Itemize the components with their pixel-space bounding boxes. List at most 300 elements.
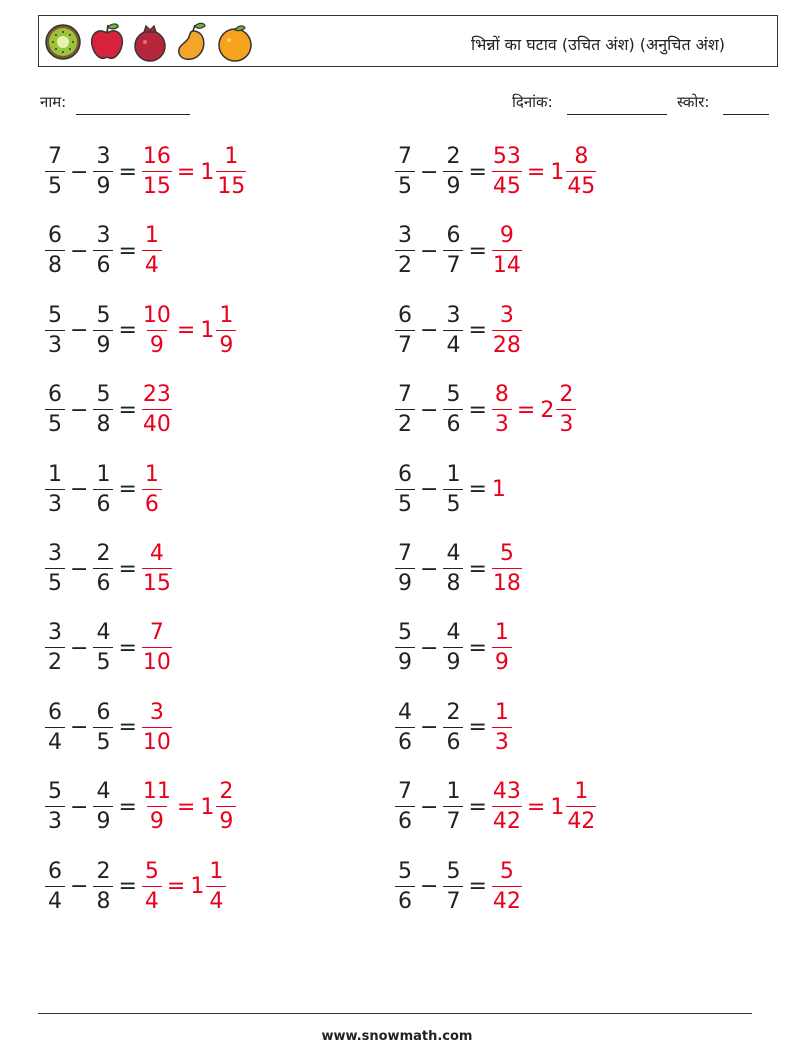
- numerator: 2: [446, 699, 461, 725]
- denominator: 7: [443, 806, 463, 833]
- denominator: 2: [45, 647, 65, 674]
- denominator: 9: [443, 171, 463, 198]
- problem-7: [45, 380, 172, 440]
- numerator: 3: [96, 144, 111, 169]
- equals-sign: =: [118, 318, 137, 344]
- problem-9: [45, 460, 162, 520]
- minus-sign: −: [420, 318, 439, 344]
- denominator: 2: [395, 250, 415, 277]
- mixed-whole: 1: [550, 794, 565, 820]
- minus-sign: −: [70, 318, 89, 344]
- answer-fraction: [142, 225, 162, 277]
- mixed-fraction: [566, 781, 596, 833]
- denominator: 4: [45, 727, 65, 754]
- equals-sign: =: [118, 556, 137, 582]
- minuend-fraction: [45, 302, 65, 358]
- subtrahend-fraction: [443, 622, 463, 674]
- denominator: 3: [556, 409, 576, 436]
- answer-fraction: [142, 461, 162, 517]
- numerator: 10: [142, 302, 171, 328]
- problem-8: [395, 380, 576, 440]
- subtrahend-fraction: [443, 781, 463, 833]
- minuend-fraction: [395, 781, 415, 833]
- numerator: 2: [559, 382, 574, 408]
- subtrahend-fraction: [443, 384, 463, 436]
- denominator: 5: [93, 727, 113, 754]
- subtrahend-fraction: [443, 302, 463, 358]
- denominator: 4: [142, 886, 162, 913]
- worksheet-title: भिन्नों का घटाव (उचित अंश) (अनुचित अंश): [470, 35, 725, 54]
- denominator: 8: [443, 568, 463, 595]
- answer-fraction: [492, 781, 522, 833]
- equals-sign: =: [118, 635, 137, 661]
- minuend-fraction: [395, 622, 415, 674]
- denominator: 9: [216, 330, 236, 357]
- numerator: 6: [48, 382, 62, 408]
- numerator: 3: [96, 223, 111, 249]
- answer-fraction: [142, 858, 162, 914]
- numerator: 1: [209, 858, 224, 884]
- answer: [492, 858, 522, 914]
- denominator: 15: [142, 171, 172, 198]
- denominator: 9: [147, 330, 167, 357]
- minuend-fraction: [45, 146, 65, 198]
- numerator: 43: [492, 779, 521, 805]
- numerator: 6: [398, 461, 412, 487]
- equals-sign: =: [118, 794, 137, 820]
- equals-sign: =: [468, 397, 487, 423]
- subtrahend-fraction: [443, 225, 463, 277]
- equals-sign: =: [468, 556, 487, 582]
- numerator: 7: [149, 620, 164, 646]
- denominator: 5: [45, 171, 65, 198]
- answer: [492, 699, 512, 755]
- denominator: 18: [492, 568, 522, 595]
- denominator: 42: [492, 806, 522, 833]
- denominator: 45: [566, 171, 596, 198]
- subtrahend-fraction: [93, 858, 113, 914]
- subtrahend-fraction: [93, 146, 113, 198]
- numerator: 7: [398, 779, 412, 805]
- numerator: 5: [398, 858, 412, 884]
- numerator: 1: [224, 144, 239, 169]
- problem-18: [395, 777, 596, 837]
- answer-fraction: [492, 302, 522, 358]
- minus-sign: −: [70, 159, 89, 185]
- minuend-fraction: [395, 461, 415, 517]
- denominator: 9: [93, 806, 113, 833]
- numerator: 5: [96, 302, 111, 328]
- numerator: 4: [96, 779, 111, 805]
- denominator: 6: [93, 489, 113, 516]
- denominator: 6: [142, 489, 162, 516]
- answer-whole: 1: [491, 477, 506, 503]
- header-box: [38, 15, 778, 67]
- denominator: 3: [492, 727, 512, 754]
- equals-sign: =: [166, 874, 186, 900]
- denominator: 45: [492, 171, 522, 198]
- numerator: 6: [48, 699, 62, 725]
- mixed-whole: 1: [190, 874, 205, 900]
- date-field[interactable]: [567, 94, 667, 115]
- numerator: 11: [142, 779, 171, 805]
- answer: [142, 302, 236, 358]
- numerator: 5: [96, 382, 111, 408]
- footer-website: www.snowmath.com: [321, 1029, 473, 1044]
- denominator: 5: [395, 489, 415, 516]
- numerator: 6: [446, 223, 461, 249]
- numerator: 2: [446, 144, 461, 169]
- problem-3: [45, 221, 162, 281]
- mixed-whole: 1: [200, 159, 215, 185]
- problem-15: [45, 698, 172, 758]
- numerator: 3: [149, 699, 164, 725]
- numerator: 16: [142, 144, 171, 169]
- mixed-fraction: [556, 384, 576, 436]
- problem-19: [45, 857, 226, 917]
- mixed-fraction: [216, 302, 236, 358]
- denominator: 9: [492, 647, 512, 674]
- answer: [142, 225, 162, 277]
- numerator: 5: [499, 858, 514, 884]
- score-field[interactable]: [723, 94, 769, 115]
- minus-sign: −: [70, 715, 89, 741]
- denominator: 9: [395, 647, 415, 674]
- numerator: 5: [48, 302, 62, 328]
- answer-fraction: [492, 146, 522, 198]
- mixed-fraction: [216, 781, 236, 833]
- numerator: 1: [144, 223, 159, 249]
- minus-sign: −: [70, 397, 89, 423]
- denominator: 3: [492, 409, 512, 436]
- subtrahend-fraction: [93, 225, 113, 277]
- equals-sign: =: [118, 477, 137, 503]
- answer-fraction: [142, 146, 172, 198]
- orange-icon: [215, 21, 255, 63]
- minus-sign: −: [70, 477, 89, 503]
- numerator: 6: [48, 858, 62, 884]
- numerator: 8: [494, 382, 509, 408]
- mixed-fraction: [206, 858, 226, 914]
- numerator: 53: [492, 144, 521, 169]
- denominator: 9: [443, 647, 463, 674]
- subtrahend-fraction: [93, 543, 113, 595]
- minus-sign: −: [420, 635, 439, 661]
- denominator: 9: [395, 568, 415, 595]
- problem-5: [45, 301, 236, 361]
- denominator: 15: [216, 171, 246, 198]
- subtrahend-fraction: [443, 146, 463, 198]
- denominator: 8: [93, 409, 113, 436]
- equals-sign: =: [118, 397, 137, 423]
- denominator: 9: [216, 806, 236, 833]
- minus-sign: −: [420, 556, 439, 582]
- equals-sign: =: [118, 874, 137, 900]
- denominator: 2: [395, 409, 415, 436]
- denominator: 9: [93, 171, 113, 198]
- numerator: 1: [574, 779, 589, 805]
- minuend-fraction: [45, 781, 65, 833]
- minus-sign: −: [70, 794, 89, 820]
- answer-fraction: [492, 622, 512, 674]
- answer-fraction: [492, 699, 512, 755]
- minus-sign: −: [70, 635, 89, 661]
- equals-sign: =: [176, 318, 196, 344]
- equals-sign: =: [516, 397, 536, 423]
- denominator: 7: [443, 250, 463, 277]
- numerator: 2: [96, 541, 111, 566]
- answer: [492, 781, 596, 833]
- answer-fraction: [492, 384, 512, 436]
- numerator: 4: [446, 620, 461, 646]
- equals-sign: =: [468, 874, 487, 900]
- numerator: 3: [499, 302, 514, 328]
- subtrahend-fraction: [443, 699, 463, 755]
- denominator: 6: [443, 409, 463, 436]
- denominator: 10: [142, 727, 172, 754]
- denominator: 8: [45, 250, 65, 277]
- mixed-fraction: [566, 146, 596, 198]
- denominator: 3: [45, 330, 65, 357]
- problem-17: [45, 777, 236, 837]
- minuend-fraction: [45, 461, 65, 517]
- problem-20: [395, 857, 522, 917]
- denominator: 3: [45, 806, 65, 833]
- numerator: 5: [446, 382, 461, 408]
- denominator: 28: [492, 330, 522, 357]
- mixed-whole: 2: [540, 397, 555, 423]
- answer: [492, 384, 576, 436]
- equals-sign: =: [468, 318, 487, 344]
- denominator: 7: [395, 330, 415, 357]
- answer-fraction: [142, 781, 172, 833]
- answer-fraction: [142, 622, 172, 674]
- pomegranate-icon: [131, 21, 169, 63]
- subtrahend-fraction: [93, 622, 113, 674]
- problem-16: [395, 698, 512, 758]
- date-label: दिनांक:: [512, 93, 553, 111]
- equals-sign: =: [468, 238, 487, 264]
- denominator: 6: [93, 250, 113, 277]
- numerator: 6: [48, 223, 62, 249]
- numerator: 3: [48, 541, 62, 566]
- numerator: 2: [96, 858, 111, 884]
- equals-sign: =: [176, 794, 196, 820]
- answer: [142, 384, 172, 436]
- minuend-fraction: [45, 384, 65, 436]
- numerator: 6: [96, 699, 111, 725]
- answer: [142, 781, 236, 833]
- equals-sign: =: [526, 159, 546, 185]
- minuend-fraction: [45, 543, 65, 595]
- answer: [492, 622, 512, 674]
- minuend-fraction: [45, 622, 65, 674]
- answer: [492, 477, 508, 502]
- denominator: 6: [395, 806, 415, 833]
- answer-fraction: [142, 699, 172, 755]
- denominator: 5: [395, 171, 415, 198]
- footer-divider: [38, 1013, 752, 1014]
- numerator: 4: [446, 541, 461, 566]
- numerator: 5: [398, 620, 412, 646]
- problem-12: [395, 539, 522, 599]
- fruit-icons: [43, 20, 255, 64]
- numerator: 7: [48, 144, 62, 169]
- answer: [142, 543, 172, 595]
- minuend-fraction: [395, 225, 415, 277]
- numerator: 7: [398, 144, 412, 169]
- minuend-fraction: [45, 699, 65, 755]
- minus-sign: −: [420, 874, 439, 900]
- denominator: 5: [45, 409, 65, 436]
- denominator: 6: [443, 727, 463, 754]
- denominator: 6: [395, 727, 415, 754]
- numerator: 3: [398, 223, 412, 249]
- answer: [492, 543, 522, 595]
- denominator: 5: [45, 568, 65, 595]
- denominator: 4: [142, 250, 162, 277]
- problem-13: [45, 618, 172, 678]
- answer-fraction: [492, 543, 522, 595]
- denominator: 8: [93, 886, 113, 913]
- numerator: 1: [144, 461, 159, 487]
- mixed-whole: 1: [200, 318, 215, 344]
- denominator: 4: [206, 886, 226, 913]
- numerator: 1: [494, 699, 509, 725]
- minus-sign: −: [420, 477, 439, 503]
- denominator: 4: [443, 330, 463, 357]
- problem-2: [395, 142, 596, 202]
- numerator: 4: [398, 699, 412, 725]
- mixed-whole: 1: [550, 159, 565, 185]
- numerator: 4: [149, 541, 164, 566]
- numerator: 3: [48, 620, 62, 646]
- meta-row: [40, 92, 770, 116]
- answer: [492, 302, 522, 358]
- subtrahend-fraction: [443, 858, 463, 914]
- denominator: 6: [395, 886, 415, 913]
- equals-sign: =: [118, 238, 137, 264]
- numerator: 9: [499, 223, 514, 249]
- subtrahend-fraction: [93, 302, 113, 358]
- numerator: 5: [499, 541, 514, 566]
- numerator: 8: [574, 144, 589, 169]
- numerator: 1: [494, 620, 509, 646]
- score-label: स्कोर:: [677, 93, 710, 111]
- numerator: 1: [48, 461, 62, 487]
- minus-sign: −: [70, 874, 89, 900]
- problem-14: [395, 618, 512, 678]
- minuend-fraction: [395, 302, 415, 358]
- subtrahend-fraction: [93, 461, 113, 517]
- mango-icon: [173, 21, 211, 63]
- numerator: 5: [144, 858, 159, 884]
- answer: [142, 146, 246, 198]
- name-field[interactable]: [76, 94, 190, 115]
- equals-sign: =: [468, 159, 487, 185]
- equals-sign: =: [468, 715, 487, 741]
- answer: [492, 146, 596, 198]
- minuend-fraction: [45, 858, 65, 914]
- subtrahend-fraction: [443, 543, 463, 595]
- answer-fraction: [492, 858, 522, 914]
- denominator: 5: [443, 489, 463, 516]
- denominator: 42: [566, 806, 596, 833]
- equals-sign: =: [118, 159, 137, 185]
- numerator: 1: [446, 461, 461, 487]
- mixed-whole: 1: [200, 794, 215, 820]
- equals-sign: =: [468, 477, 487, 503]
- equals-sign: =: [526, 794, 546, 820]
- answer-fraction: [492, 225, 522, 277]
- minuend-fraction: [395, 699, 415, 755]
- minus-sign: −: [70, 238, 89, 264]
- numerator: 5: [446, 858, 461, 884]
- answer-fraction: [142, 302, 172, 358]
- problem-11: [45, 539, 172, 599]
- denominator: 3: [45, 489, 65, 516]
- minuend-fraction: [45, 225, 65, 277]
- answer: [142, 699, 172, 755]
- denominator: 42: [492, 886, 522, 913]
- denominator: 15: [142, 568, 172, 595]
- minus-sign: −: [420, 794, 439, 820]
- minuend-fraction: [395, 543, 415, 595]
- numerator: 1: [96, 461, 111, 487]
- minus-sign: −: [420, 397, 439, 423]
- numerator: 3: [446, 302, 461, 328]
- denominator: 6: [93, 568, 113, 595]
- kiwi-icon: [43, 22, 83, 62]
- answer: [142, 622, 172, 674]
- equals-sign: =: [176, 159, 196, 185]
- denominator: 7: [443, 886, 463, 913]
- numerator: 7: [398, 382, 412, 408]
- apple-icon: [87, 21, 127, 63]
- minuend-fraction: [395, 384, 415, 436]
- problem-10: [395, 460, 508, 520]
- denominator: 14: [492, 250, 522, 277]
- subtrahend-fraction: [443, 461, 463, 517]
- denominator: 10: [142, 647, 172, 674]
- name-label: नाम:: [40, 93, 67, 111]
- numerator: 23: [142, 382, 171, 408]
- numerator: 5: [48, 779, 62, 805]
- minus-sign: −: [420, 238, 439, 264]
- denominator: 4: [45, 886, 65, 913]
- denominator: 40: [142, 409, 172, 436]
- answer: [142, 858, 226, 914]
- mixed-fraction: [216, 146, 246, 198]
- subtrahend-fraction: [93, 781, 113, 833]
- denominator: 9: [93, 330, 113, 357]
- numerator: 2: [219, 779, 234, 805]
- problem-6: [395, 301, 522, 361]
- answer-fraction: [142, 384, 172, 436]
- problem-1: [45, 142, 246, 202]
- minus-sign: −: [420, 715, 439, 741]
- subtrahend-fraction: [93, 384, 113, 436]
- minuend-fraction: [395, 146, 415, 198]
- numerator: 6: [398, 302, 412, 328]
- numerator: 4: [96, 620, 111, 646]
- answer: [492, 225, 522, 277]
- numerator: 1: [219, 302, 234, 328]
- subtrahend-fraction: [93, 699, 113, 755]
- minus-sign: −: [70, 556, 89, 582]
- denominator: 9: [147, 806, 167, 833]
- minus-sign: −: [420, 159, 439, 185]
